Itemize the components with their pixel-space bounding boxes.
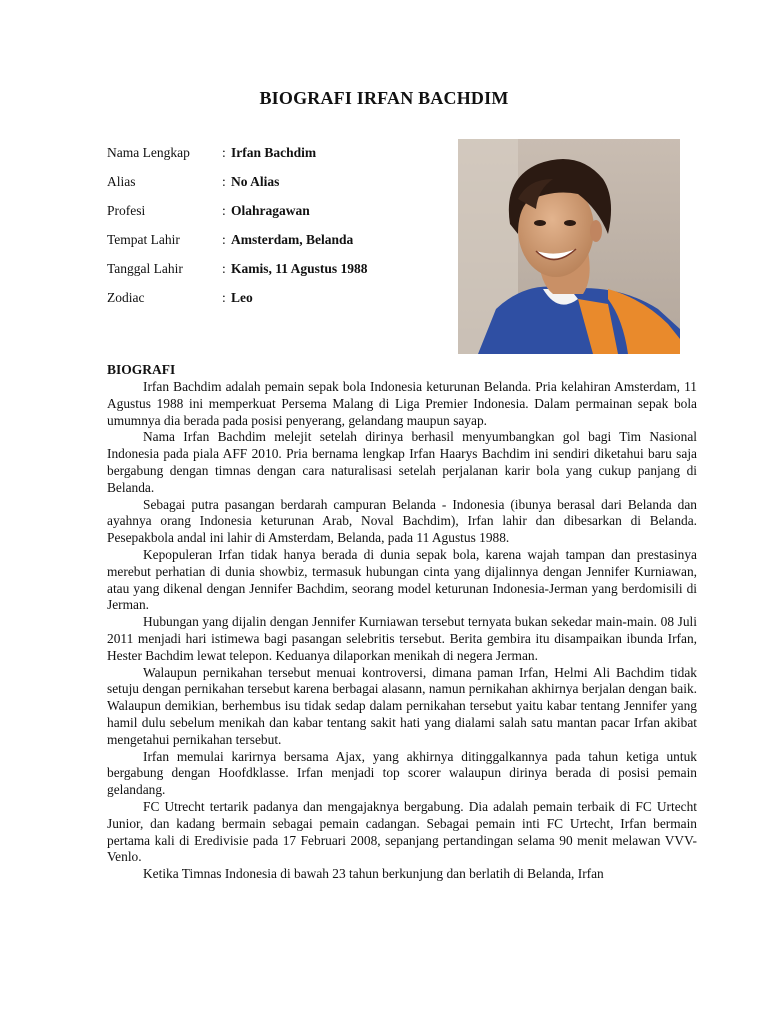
info-label: Profesi — [107, 203, 146, 218]
profile-info-table — [107, 145, 447, 319]
info-colon: : — [222, 145, 226, 160]
info-row-zodiac — [107, 290, 447, 319]
info-row-full-name — [107, 145, 447, 174]
paragraph: FC Utrecht tertarik padanya dan mengajaknya bergabung. Dia adalah pemain terbaik di FC Urtecht Junior, dan kadang bermain sebagai pemain cadangan. Sebagai pemain inti FC Urtecht, Irfan bermain pertama kali di Eredivisie pada 17 Februari 2008, sepanjang pertandingan selama 90 menit melawan VVV-Venlo. — [107, 798, 697, 865]
paragraph: Nama Irfan Bachdim melejit setelah dirinya berhasil menyumbangkan gol bagi Tim Nasional Indonesia pada piala AFF 2010. Pria bernama lengkap Irfan Haarys Bachdim ini sendiri diketahui baru saja bergabung dengan timnas dengan cara naturalisasi setelah perjalanan karir bola yang cukup panjang di Belanda. — [107, 429, 697, 495]
info-colon: : — [222, 174, 226, 189]
info-colon: : — [222, 203, 226, 218]
info-label: Tempat Lahir — [107, 232, 180, 247]
paragraph: Hubungan yang dijalin dengan Jennifer Kurniawan tersebut ternyata bukan sekedar main-main. 08 Juli 2011 menjadi hari istimewa bagi pasangan selebritis tersebut. Berita gembira itu disampaikan ibunda Irfan, Hester Bachdim lewat telepon. Keduanya dilaporkan menikah di negera Jerman. — [107, 614, 697, 663]
biography-body — [107, 379, 697, 883]
paragraph: Kepopuleran Irfan tidak hanya berada di dunia sepak bola, karena wajah tampan dan prestasinya merebut perhatian di dunia showbiz, termasuk hubungan cinta yang dijalinnya dengan Jennifer Kurniawan, atau yang dikenal dengan Jennifer Bachdim, seorang model keturunan Indonesia-Jerman yang berdomisili di Jerman. — [107, 546, 697, 613]
portrait-photo — [458, 139, 680, 354]
info-value: Irfan Bachdim — [231, 145, 317, 160]
info-colon: : — [222, 290, 226, 305]
section-heading-biografi: BIOGRAFI — [107, 362, 176, 377]
info-value: No Alias — [231, 174, 280, 189]
info-label: Alias — [107, 174, 136, 189]
paragraph: Sebagai putra pasangan berdarah campuran Belanda - Indonesia (ibunya berasal dari Belanda dan ayahnya orang Indonesia keturunan Arab, Noval Bachdim), Irfan lahir dan dibesarkan di Belanda. Pesepakbola andal ini lahir di Amsterdam, Belanda, pada 11 Agustus 1988. — [107, 496, 697, 546]
paragraph: Irfan Bachdim adalah pemain sepak bola Indonesia keturunan Belanda. Pria kelahiran Amsterdam, 11 Agustus 1988 ini memperkuat Persema Malang di Liga Premier Indonesia. Dalam permainan sepak bola umumnya dia berada pada posisi penyerang, gelandang maupun sayap. — [107, 379, 697, 428]
info-label: Zodiac — [107, 290, 145, 305]
info-label: Nama Lengkap — [107, 145, 190, 160]
info-label: Tanggal Lahir — [107, 261, 183, 276]
info-colon: : — [222, 261, 226, 276]
document-title: BIOGRAFI IRFAN BACHDIM — [259, 88, 509, 108]
paragraph: Ketika Timnas Indonesia di bawah 23 tahun berkunjung dan berlatih di Belanda, Irfan — [143, 866, 604, 882]
info-value: Leo — [231, 290, 253, 305]
paragraph: Irfan memulai karirnya bersama Ajax, yang akhirnya ditinggalkannya pada tahun ketiga untuk bergabung dengan Hoofdklasse. Irfan menjadi top scorer walaupun dirinya berada di posisi pemain gelandang. — [107, 748, 697, 798]
info-row-birthplace — [107, 232, 447, 261]
info-value: Amsterdam, Belanda — [231, 232, 354, 247]
info-row-profession — [107, 203, 447, 232]
info-value: Olahragawan — [231, 203, 310, 218]
info-value: Kamis, 11 Agustus 1988 — [231, 261, 368, 276]
info-row-alias — [107, 174, 447, 203]
info-row-birthdate — [107, 261, 447, 290]
paragraph: Walaupun pernikahan tersebut menuai kontroversi, dimana paman Irfan, Helmi Ali Bachdim tidak setuju dengan pernikahan tersebut karena berbagai alasann, namun pernikahan akhirnya berjalan dengan baik. Walaupun demikian, berhembus isu tidak sedap dalam pernikahan tersebut yaitu kabar tentang Jennifer yang hamil dulu sebelum menikah dan kabar tentang sakit hati yang dialami salah satu mantan pacar Irfan akibat mengetahui pernikahan tersebut. — [107, 664, 697, 747]
info-colon: : — [222, 232, 226, 247]
